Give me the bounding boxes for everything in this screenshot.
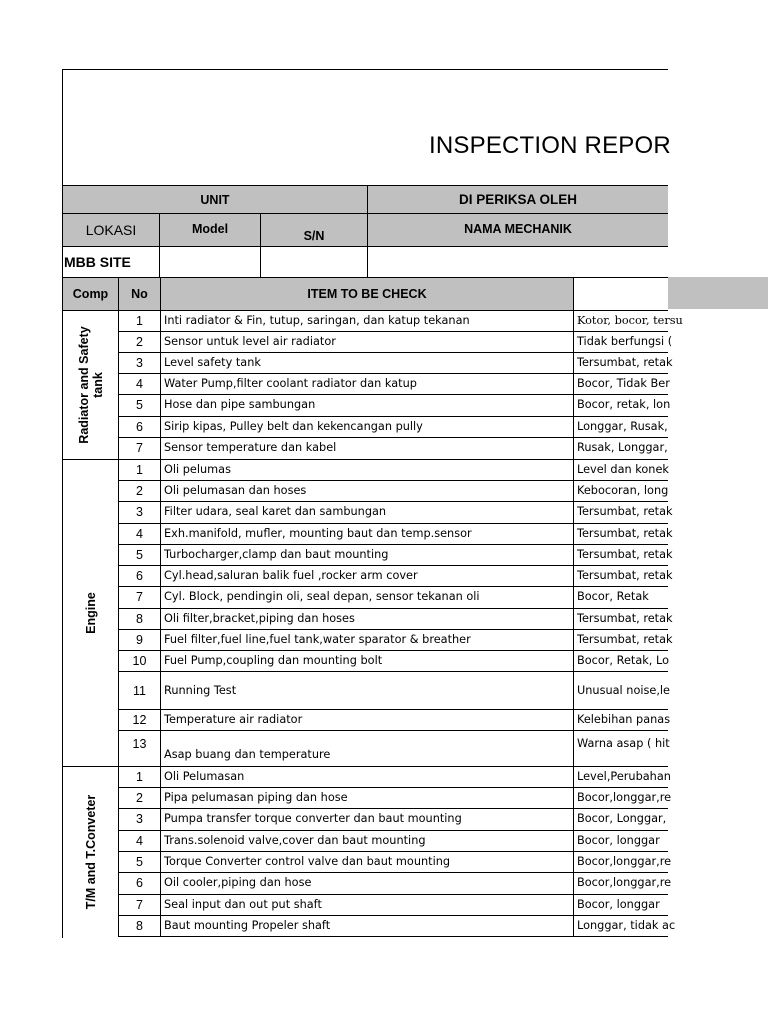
table-row (119, 566, 673, 587)
component-group-label (63, 311, 119, 460)
unit-header: UNIT (63, 185, 368, 214)
page-title: INSPECTION REPOR (429, 132, 671, 159)
check-item: Level safety tank (161, 353, 574, 374)
component-name: T/M and T.Conveter (83, 794, 98, 910)
row-number: 8 (119, 916, 161, 937)
check-criteria: Tersumbat, retak (574, 545, 668, 566)
check-criteria: Tersumbat, retak (574, 630, 668, 651)
check-item: Inti radiator & Fin, tutup, saringan, dan katup tekanan (161, 311, 574, 332)
check-item: Temperature air radiator (161, 710, 574, 731)
table-row (119, 587, 668, 609)
table-row (119, 767, 671, 788)
row-number: 6 (119, 873, 161, 895)
table-row (119, 417, 668, 438)
check-item: Pumpa transfer torque converter dan baut mounting (161, 809, 574, 831)
row-number: 3 (119, 353, 161, 374)
row-number: 5 (119, 852, 161, 873)
table-row (119, 895, 668, 916)
check-criteria: Bocor, Retak (574, 587, 668, 609)
row-number: 5 (119, 395, 161, 417)
check-item: Cyl.head,saluran balik fuel ,rocker arm cover (161, 566, 574, 587)
check-item: Hose dan pipe sambungan (161, 395, 574, 417)
table-row (119, 630, 673, 651)
check-criteria: Unusual noise,le (574, 672, 668, 710)
table-row (119, 609, 673, 630)
comp-header: Comp (63, 278, 119, 311)
check-criteria: Tidak berfungsi ( (574, 332, 668, 353)
table-row (119, 809, 668, 831)
no-header: No (119, 278, 161, 311)
check-item: Turbocharger,clamp dan baut mounting (161, 545, 574, 566)
check-criteria: Longgar, Rusak, (574, 417, 668, 438)
row-number: 7 (119, 438, 161, 460)
component-group-label (63, 767, 119, 937)
row-number: 9 (119, 630, 161, 651)
check-criteria: Bocor,longgar,re (574, 788, 668, 809)
check-item: Pipa pelumasan piping dan hose (161, 788, 574, 809)
table-row (119, 710, 671, 731)
check-criteria: Bocor, Tidak Ber (574, 374, 668, 395)
nama-mechanik-header: NAMA MECHANIK (368, 214, 668, 247)
site-value: MBB SITE (63, 247, 160, 278)
table-row (119, 916, 676, 937)
lokasi-header: LOKASI (63, 214, 160, 247)
table-row (119, 873, 672, 895)
header-extension-shade (667, 277, 768, 309)
row-number: 3 (119, 502, 161, 524)
table-row (119, 852, 672, 873)
check-criteria: Bocor, retak, lon (574, 395, 668, 417)
row-number: 2 (119, 788, 161, 809)
check-item: Torque Converter control valve dan baut mounting (161, 852, 574, 873)
check-criteria: Level dan konek (574, 460, 668, 481)
row-number: 5 (119, 545, 161, 566)
check-criteria: Tersumbat, retak (574, 609, 668, 630)
table-row (119, 502, 673, 524)
row-number: 11 (119, 672, 161, 710)
check-item: Oli pelumas (161, 460, 574, 481)
check-criteria: Kebocoran, long (574, 481, 668, 502)
table-row (119, 672, 671, 710)
sn-header: S/N (261, 214, 368, 247)
check-criteria: Bocor, longgar (574, 895, 668, 916)
row-number: 8 (119, 609, 161, 630)
criteria-header (574, 278, 668, 311)
row-number: 12 (119, 710, 161, 731)
check-criteria: Bocor, longgar (574, 831, 668, 852)
row-number: 7 (119, 895, 161, 916)
row-number: 6 (119, 566, 161, 587)
check-item: Filter udara, seal karet dan sambungan (161, 502, 574, 524)
component-name: Engine (83, 592, 98, 634)
check-item: Sensor temperature dan kabel (161, 438, 574, 460)
check-criteria: Tersumbat, retak (574, 524, 668, 545)
model-value[interactable] (160, 247, 261, 278)
table-row (119, 374, 668, 395)
row-number: 4 (119, 524, 161, 545)
check-item: Oli Pelumasan (161, 767, 574, 788)
row-number: 1 (119, 460, 161, 481)
row-number: 4 (119, 374, 161, 395)
table-row (119, 731, 668, 767)
table-row (119, 332, 673, 353)
check-item: Cyl. Block, pendingin oli, seal depan, sensor tekanan oli (161, 587, 574, 609)
inspection-sheet (62, 69, 683, 938)
check-item: Baut mounting Propeler shaft (161, 916, 574, 937)
row-number: 6 (119, 417, 161, 438)
check-item: Water Pump,filter coolant radiator dan katup (161, 374, 574, 395)
check-criteria: Level,Perubahan (574, 767, 668, 788)
table-row (119, 395, 671, 417)
sn-value[interactable] (261, 247, 368, 278)
check-criteria: Kelebihan panas (574, 710, 668, 731)
row-number: 13 (119, 731, 161, 767)
row-number: 7 (119, 587, 161, 609)
check-criteria: Tersumbat, retak (574, 353, 668, 374)
check-item: Oli filter,bracket,piping dan hoses (161, 609, 574, 630)
diperiksa-header: DI PERIKSA OLEH (368, 185, 668, 214)
table-row (119, 524, 673, 545)
check-criteria: Kotor, bocor, tersu (574, 311, 668, 332)
check-criteria: Bocor,longgar,re (574, 873, 668, 895)
check-item: Exh.manifold, mufler, mounting baut dan temp.sensor (161, 524, 574, 545)
row-number: 2 (119, 481, 161, 502)
table-row (119, 438, 668, 460)
check-item: Fuel Pump,coupling dan mounting bolt (161, 651, 574, 672)
check-criteria: Bocor, Longgar, (574, 809, 668, 831)
table-row (119, 481, 668, 502)
check-criteria: Longgar, tidak ac (574, 916, 668, 937)
table-row (119, 311, 683, 332)
check-item: Trans.solenoid valve,cover dan baut mounting (161, 831, 574, 852)
check-item: Asap buang dan temperature (161, 731, 574, 767)
row-number: 10 (119, 651, 161, 672)
check-criteria: Rusak, Longgar, (574, 438, 668, 460)
check-item: Sirip kipas, Pulley belt dan kekencangan pully (161, 417, 574, 438)
component-group-label (63, 460, 119, 767)
table-row (119, 545, 673, 566)
check-item: Oli pelumasan dan hoses (161, 481, 574, 502)
check-criteria: Warna asap ( hit (574, 731, 668, 767)
check-item: Oil cooler,piping dan hose (161, 873, 574, 895)
check-criteria: Tersumbat, retak (574, 566, 668, 587)
check-item: Sensor untuk level air radiator (161, 332, 574, 353)
model-header: Model (160, 214, 261, 247)
table-row (119, 651, 668, 672)
table-row (119, 353, 673, 374)
check-criteria: Bocor, Retak, Lo (574, 651, 668, 672)
row-number: 1 (119, 767, 161, 788)
check-item: Running Test (161, 672, 574, 710)
row-number: 3 (119, 809, 161, 831)
table-row (119, 831, 668, 852)
table-row (119, 460, 668, 481)
check-criteria: Bocor,longgar,re (574, 852, 668, 873)
table-row (119, 788, 672, 809)
check-item: Seal input dan out put shaft (161, 895, 574, 916)
mechanic-name-value[interactable] (368, 247, 668, 278)
component-name: Radiator and Safety tank (76, 326, 105, 444)
row-number: 2 (119, 332, 161, 353)
check-item: Fuel filter,fuel line,fuel tank,water sparator & breather (161, 630, 574, 651)
row-number: 1 (119, 311, 161, 332)
item-header: ITEM TO BE CHECK (161, 278, 574, 311)
check-criteria: Tersumbat, retak (574, 502, 668, 524)
row-number: 4 (119, 831, 161, 852)
